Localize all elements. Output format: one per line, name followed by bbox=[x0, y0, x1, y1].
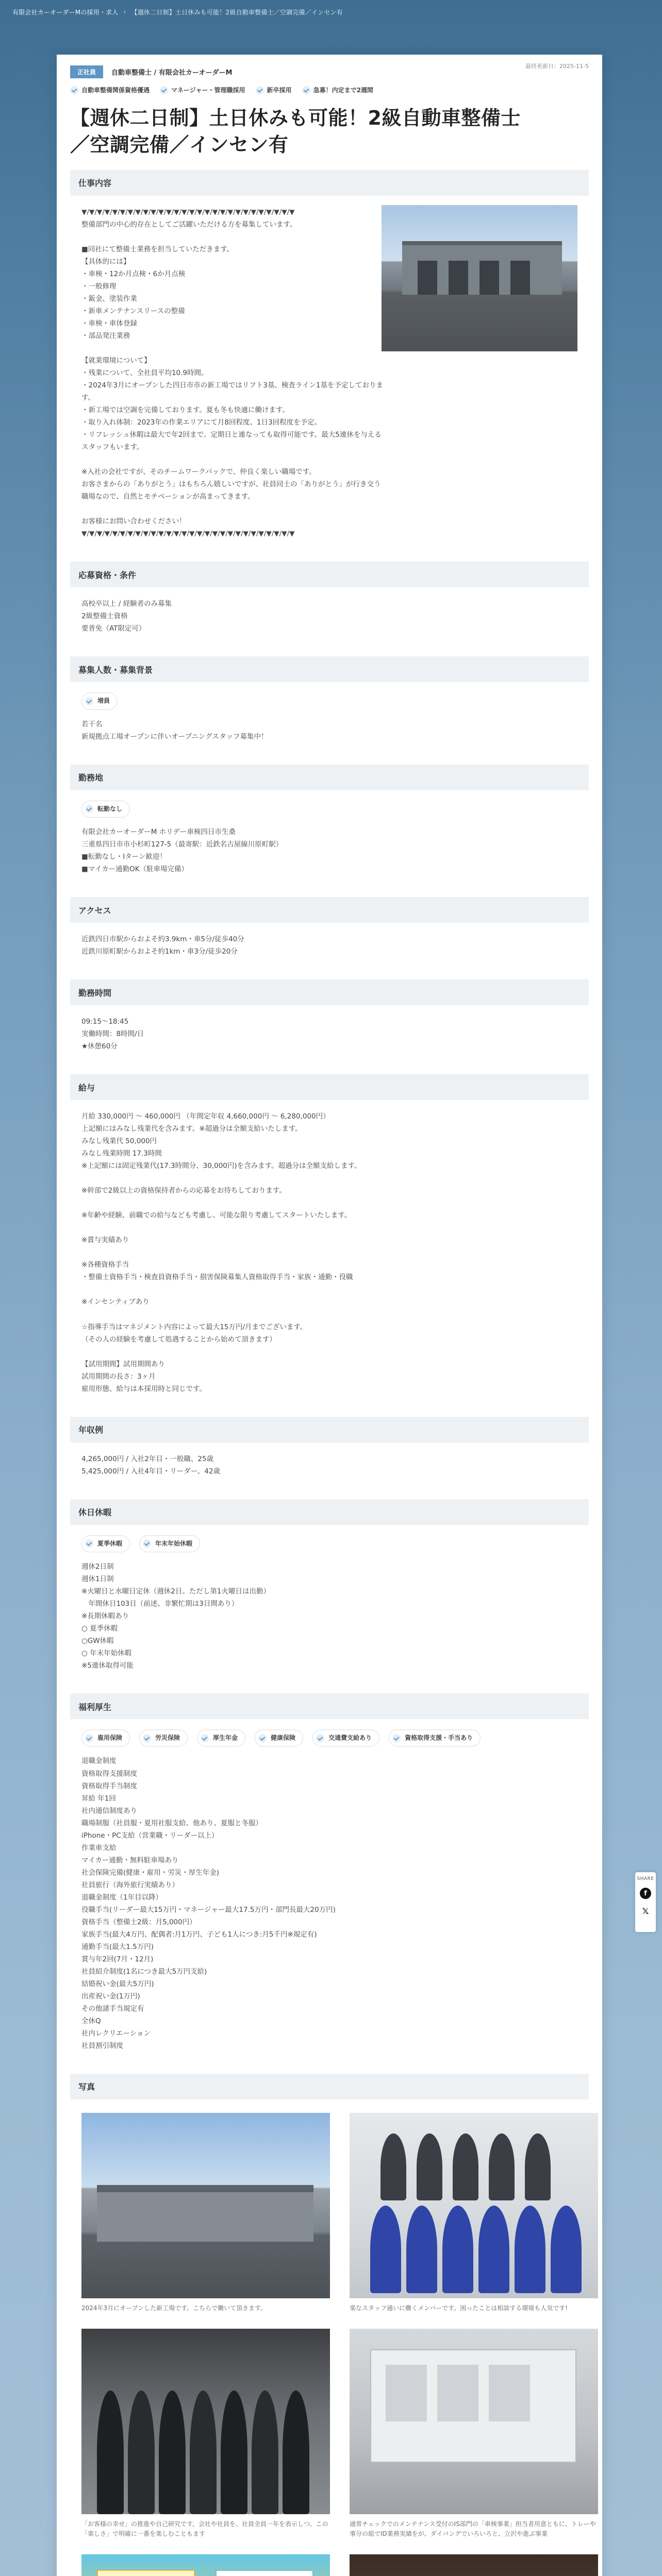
photo-gallery bbox=[81, 2110, 596, 2576]
section-location bbox=[70, 765, 589, 886]
section-heading: 休日休暇 bbox=[70, 1499, 589, 1525]
gallery-photo-dinner[interactable] bbox=[350, 2554, 598, 2576]
job-card bbox=[57, 55, 602, 2576]
check-icon bbox=[201, 1734, 209, 1742]
feature-tag: マネージャー・管理職採用 bbox=[160, 86, 245, 94]
feature-tag: 自動車整備関係資格優遇 bbox=[70, 86, 150, 94]
section-heading: 募集人数・募集背景 bbox=[70, 656, 589, 682]
gallery-caption: 楽なスタッフ通いに働くメンバーです。困ったことは相談する環境も人気です! bbox=[350, 2304, 568, 2312]
check-icon bbox=[258, 1734, 267, 1742]
holiday-pill: 年末年始休暇 bbox=[139, 1535, 200, 1552]
check-icon bbox=[85, 1734, 93, 1742]
x-share-icon[interactable]: 𝕏 bbox=[642, 1906, 649, 1916]
section-heading: 勤務地 bbox=[70, 765, 589, 790]
gallery-photo-new-workshop[interactable] bbox=[81, 2113, 330, 2298]
section-hiring bbox=[70, 656, 589, 753]
check-icon bbox=[143, 1539, 151, 1548]
gallery-photo-ceremony[interactable] bbox=[81, 2329, 330, 2514]
check-icon bbox=[160, 86, 168, 94]
gallery-photo-awards[interactable] bbox=[350, 2329, 598, 2514]
holiday-pill: 夏季休暇 bbox=[81, 1535, 130, 1552]
check-icon bbox=[143, 1734, 151, 1742]
section-heading: 年収例 bbox=[70, 1417, 589, 1443]
gallery-caption: 「お客様の幸せ」の推進や自己研究です。会社や社員を、社員全員一年を表示しつ。この「楽しさ」で明確に一番を楽しむこともます bbox=[81, 2520, 328, 2538]
location-text: 有限会社カーオーダーM ホリデー車検四日市生桑 三重県四日市市小杉町127-5（最寄駅：近鉄名古屋線川原町駅） ■転勤なし・Iターン歓迎！ ■マイカー通勤OK（駐車場完備） bbox=[81, 828, 283, 874]
share-widget bbox=[635, 1872, 656, 1932]
gallery-caption: 2024年3月にオープンした新工場です。こちらで働いて頂きます。 bbox=[81, 2304, 267, 2312]
job-header-top bbox=[70, 65, 589, 78]
check-icon bbox=[85, 1539, 93, 1548]
benefit-pill: 厚生年金 bbox=[197, 1730, 245, 1747]
gallery-item bbox=[350, 2554, 598, 2576]
section-heading: 仕事内容 bbox=[70, 170, 589, 196]
hiring-text: 若干名 新規拠点工場オープンに伴いオープニングスタッフ募集中！ bbox=[81, 720, 268, 741]
section-heading: 写真 bbox=[70, 2074, 589, 2099]
check-icon bbox=[256, 86, 264, 94]
benefit-pill: 交通費支給あり bbox=[312, 1730, 379, 1747]
access-text: 近鉄四日市駅からおよそ約3.9km・車5分/徒歩40分 近鉄川原町駅からおよそ約1km・車3分/徒歩20分 bbox=[81, 935, 244, 956]
share-label: SHARE bbox=[637, 1876, 654, 1882]
section-photos bbox=[70, 2074, 596, 2576]
gallery-item bbox=[81, 2113, 330, 2313]
gallery-caption: 通常チェックでのメンテナンス受付のIS部門の「車検事業」担当者用意ともに、トレーや事分の組でID業務実績をが、ダイバングでいろいろと、立沢や進ぶ事業 bbox=[350, 2520, 596, 2538]
section-heading: 応募資格・条件 bbox=[70, 562, 589, 587]
job-type-badge: 正社員 bbox=[70, 65, 103, 78]
job-title: 【週休二日制】土日休みも可能！2級自動車整備士／空調完備／インセン有 bbox=[70, 107, 521, 157]
feature-tags bbox=[70, 86, 589, 94]
gallery-item bbox=[350, 2329, 598, 2539]
breadcrumb bbox=[0, 0, 662, 24]
gallery-photo-team[interactable] bbox=[350, 2113, 598, 2298]
gallery-photo-cards[interactable] bbox=[81, 2554, 330, 2576]
section-hours bbox=[70, 979, 589, 1063]
check-icon bbox=[302, 86, 310, 94]
facebook-share-icon[interactable]: f bbox=[640, 1888, 651, 1899]
gallery-item bbox=[81, 2554, 330, 2576]
holidays-text: 週休2日制 週休1日制 ※火曜日と水曜日定休（週休2日。ただし第1火曜日は出勤） 年間休日103日（前述、非繁忙期は3日間あり） ※長期休暇あり ○ 夏季休暇 ○GW休暇 ○ 年末年始休暇 ※5連休取得可能 bbox=[81, 1562, 270, 1670]
benefits-text: 退職金制度 資格取得支援制度 資格取得手当制度 昇給 年1回 社内通信制度あり 職場制服（社員服・夏用社服支給、他あり、夏服と冬服） iPhone・PC支給（営業職・リーダー以上） 作業車支給 マイカー通勤・無料駐車場あり 社会保険完備(健康・雇用・労災・厚生年金) 社員旅行（海外旅行実績あり） 退職金制度（1年目以降） 役職手当(リーダー最大15万円・マネージャー最大17.5万円・部門長最大20万円) 資格手当（整備士2級：月5,000円） 家族手当(最大4万円、配偶者:月1万円、子ども1人につき:月5千円※規定有) 通勤手当(最大1.5万円) 賞与年2回(7月・12月) 社員紹介制度(1名につき最大5万円支給) 結婚祝い金(最大5万円) 出産祝い金(1万円) その他諸手当規定有 全休Q 社内レクリエーション 社員割引制度 bbox=[81, 1757, 336, 2050]
hours-text: 09:15〜18:45 実働時間：8時間/日 ★休憩60分 bbox=[81, 1018, 144, 1051]
check-icon bbox=[392, 1734, 401, 1742]
benefit-pill: 労災保険 bbox=[139, 1730, 188, 1747]
annual-income-text: 4,265,000円 / 入社2年目・一般職、25歳 5,425,000円 / 入社4年目・リーダー、42歳 bbox=[81, 1454, 221, 1476]
section-heading: 福利厚生 bbox=[70, 1693, 589, 1719]
location-pill: 転勤なし bbox=[81, 801, 130, 818]
feature-tag: 新卒採用 bbox=[256, 86, 292, 94]
section-heading: 勤務時間 bbox=[70, 979, 589, 1005]
check-icon bbox=[85, 805, 93, 813]
salary-text: 月給 330,000円 〜 460,000円 （年間定年収 4,660,000円 〜 6,280,000円） 上記額にはみなし残業代を含みます。※超過分は全額支給いたします。 みなし残業代 50,000円 みなし残業時間 17.3時間 ※上記額には固定残業代(17.3時間分、30,000円)を含みます。超過分は全額支給します。 ※幹部で2級以上の資格保持者からの応募をお待ちしております。 ※年齢や経験、前職での給与なども考慮し、可能な限り考慮してスタートいたします。 ※賞与実績あり ※各種資格手当 ・整備士資格手当・検査員資格手当・損害保険募集人資格取得手当・家族・通勤・役職 ※インセンティブあり ☆指導手当はマネジメント内容によって最大15万円/月までございます。 （その人の経験を考慮して処遇することから始めて頂きます） 【試用期間】試用期間あり 試用期間の長さ：3ヶ月 雇用形態、給与は本採用時と同じです。 bbox=[81, 1112, 361, 1393]
hiring-pill: 増員 bbox=[81, 692, 118, 709]
check-icon bbox=[85, 697, 93, 705]
section-qualifications bbox=[70, 562, 589, 645]
breadcrumb-current: 【週休二日制】土日休みも可能！2級自動車整備士／空調完備／インセン有 bbox=[131, 8, 343, 16]
section-holidays bbox=[70, 1499, 589, 1683]
section-annual-income bbox=[70, 1417, 589, 1488]
qualifications-text: 高校卒以上 / 経験者のみ募集 2級整備士資格 要普免（AT限定可） bbox=[81, 600, 172, 633]
breadcrumb-company-link[interactable]: 有限会社カーオーダーMの採用・求人 bbox=[12, 8, 119, 16]
section-job-description bbox=[70, 170, 589, 550]
section-heading: アクセス bbox=[70, 897, 589, 923]
job-description-text: ▼/▼/▼/▼/▼/▼/▼/▼/▼/▼/▼/▼/▼/▼/▼/▼/▼/▼/▼/▼/▼/▼/▼/▼/▼/▼/▼/▼ 整備部門の中心的存在としてご活躍いただける方を募集しています。 ■同社にて整備士業務を担当していただきます。 【具体的には】 ・車検・12か月点検・6か月点検 ・一般修理 ・鈑金、塗装作業 ・新車メンテナンスリースの整備 ・車検・車体登録 ・部品発注業務 【就業環境について】 ・残業について、全社員平均10.9時間。 ・2024年3月にオープンした四日市市の新工場ではリフト3基、検査ライン1基を予定しております。 ・新工場では空調を完備しております。夏も冬も快適に働けます。 ・取り入れ体制：2023年の作業エリアにて月8回程度、1日3回程度を予定。 ・リフレッシュ休暇は最大で年2回まで。定期日と連なっても取得可能です。最大5連休を与えるスタッフもいます。 ※入社の会社ですが、そのチームワークパックで、仲良く楽しい職場です。 お客さまからの「ありがとう」はもちろん嬉しいですが、社員同士の「ありがとう」が行き交う職場なので、自然とモチベーションが高まってきます。 お客様にお問い合わせください！ ▼/▼/▼/▼/▼/▼/▼/▼/▼/▼/▼/▼/▼/▼/▼/▼/▼/▼/▼/▼/▼/▼/▼/▼/▼/▼/▼/▼ bbox=[81, 208, 384, 538]
breadcrumb-separator: › bbox=[123, 8, 126, 15]
section-access bbox=[70, 897, 589, 968]
section-salary bbox=[70, 1074, 589, 1405]
gallery-item bbox=[81, 2329, 330, 2539]
benefit-pill: 雇用保険 bbox=[81, 1730, 130, 1747]
check-icon bbox=[316, 1734, 324, 1742]
gallery-item bbox=[350, 2113, 598, 2313]
section-benefits bbox=[70, 1693, 589, 2062]
section-heading: 給与 bbox=[70, 1074, 589, 1100]
benefit-pill: 資格取得支援・手当あり bbox=[389, 1730, 481, 1747]
updated-date: 最終更新日：2025-11-5 bbox=[525, 63, 589, 70]
feature-tag: 急募！内定まで2週間 bbox=[302, 86, 373, 94]
company-line: 自動車整備士 / 有限会社カーオーダーM bbox=[111, 69, 233, 77]
check-icon bbox=[70, 86, 78, 94]
workshop-photo bbox=[382, 205, 577, 351]
benefit-pill: 健康保険 bbox=[255, 1730, 303, 1747]
